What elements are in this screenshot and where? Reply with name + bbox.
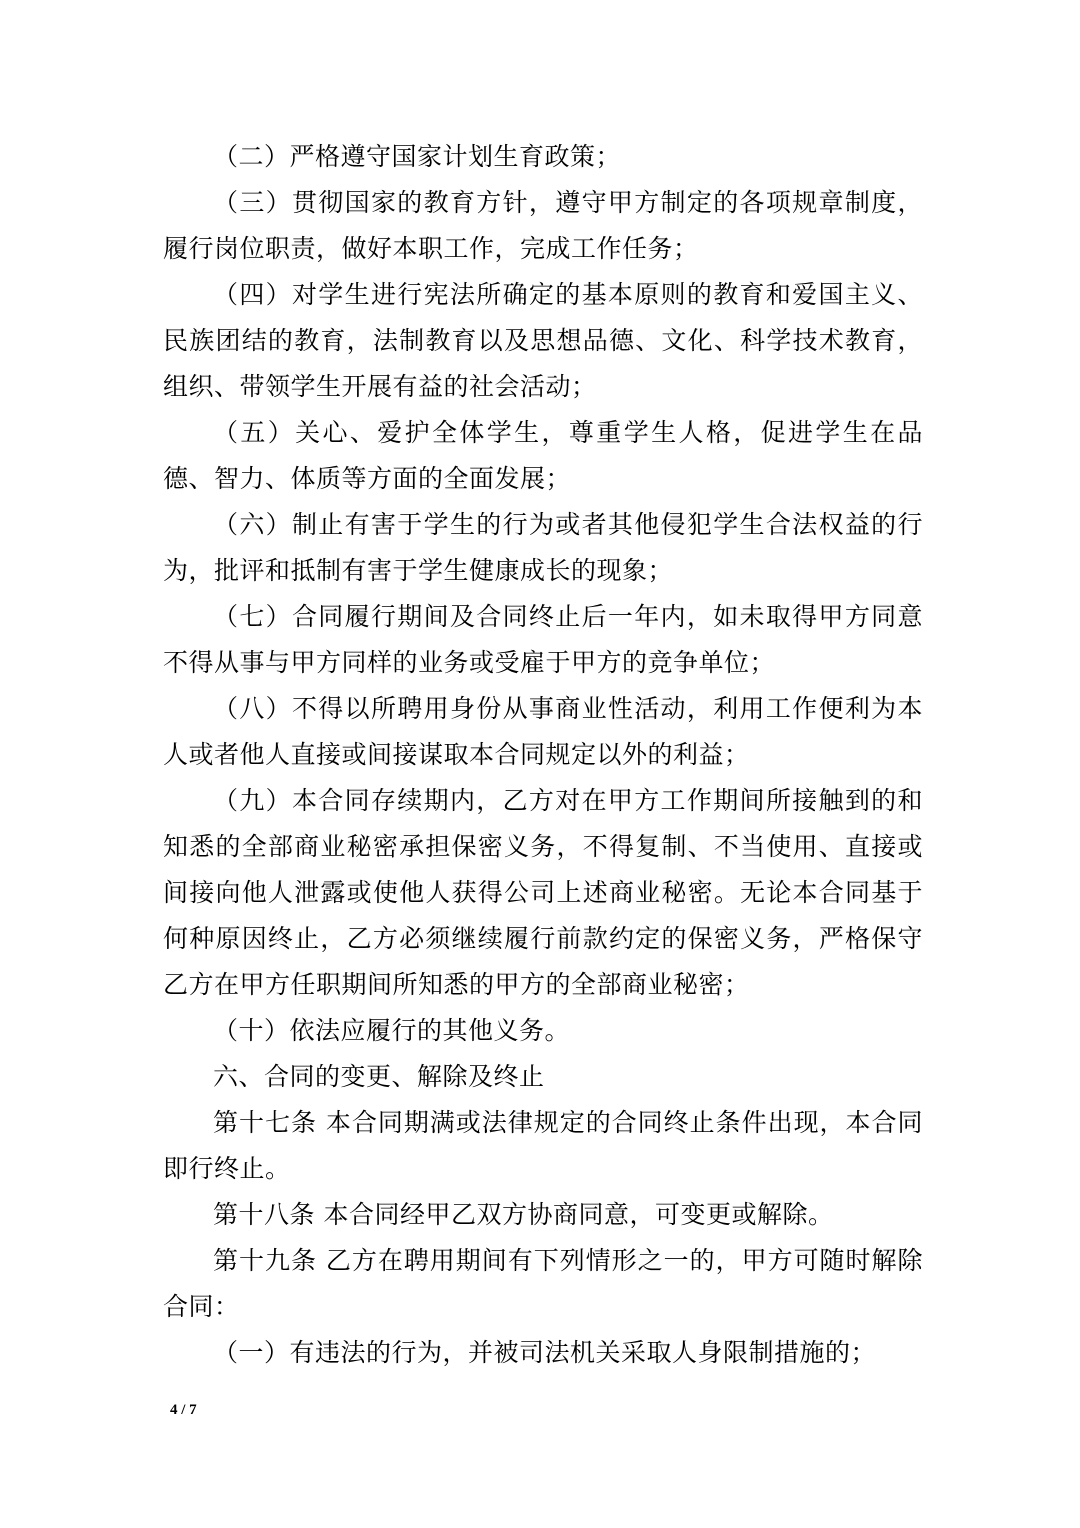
- paragraph-item-5: （五）关心、爱护全体学生，尊重学生人格，促进学生在品德、智力、体质等方面的全面发展；: [163, 418, 923, 493]
- paragraph-item-6: （六）制止有害于学生的行为或者其他侵犯学生合法权益的行为，批评和抵制有害于学生健康成长的现象；: [163, 510, 923, 585]
- paragraph-item-9: （九）本合同存续期内，乙方对在甲方工作期间所接触到的和知悉的全部商业秘密承担保密义务，不得复制、不当使用、直接或间接向他人泄露或使他人获得公司上述商业秘密。无论本合同基于何种原因终止，乙方必须继续履行前款约定的保密义务，严格保守乙方在甲方任职期间所知悉的甲方的全部商业秘密；: [163, 786, 923, 999]
- page-number: 4 / 7: [170, 1402, 197, 1418]
- document-body: [163, 134, 923, 1376]
- paragraph-item-8: （八）不得以所聘用身份从事商业性活动，利用工作便利为本人或者他人直接或间接谋取本合同规定以外的利益；: [163, 694, 923, 769]
- paragraph-item-4: （四）对学生进行宪法所确定的基本原则的教育和爱国主义、民族团结的教育，法制教育以及思想品德、文化、科学技术教育，组织、带领学生开展有益的社会活动；: [163, 280, 923, 401]
- article-19-item-1: （一）有违法的行为，并被司法机关采取人身限制措施的；: [213, 1338, 877, 1367]
- article-19: 第十九条 乙方在聘用期间有下列情形之一的，甲方可随时解除合同：: [163, 1246, 923, 1321]
- paragraph-item-7: （七）合同履行期间及合同终止后一年内，如未取得甲方同意不得从事与甲方同样的业务或受雇于甲方的竞争单位；: [163, 602, 923, 677]
- paragraph-item-10: （十）依法应履行的其他义务。: [213, 1016, 571, 1045]
- paragraph-item-3: （三）贯彻国家的教育方针，遵守甲方制定的各项规章制度，履行岗位职责，做好本职工作，完成工作任务；: [163, 188, 923, 263]
- section-heading: 六、合同的变更、解除及终止: [213, 1062, 545, 1091]
- article-17: 第十七条 本合同期满或法律规定的合同终止条件出现，本合同即行终止。: [163, 1108, 923, 1183]
- article-18: 第十八条 本合同经甲乙双方协商同意，可变更或解除。: [213, 1200, 834, 1229]
- paragraph-item-2: （二）严格遵守国家计划生育政策；: [213, 142, 622, 171]
